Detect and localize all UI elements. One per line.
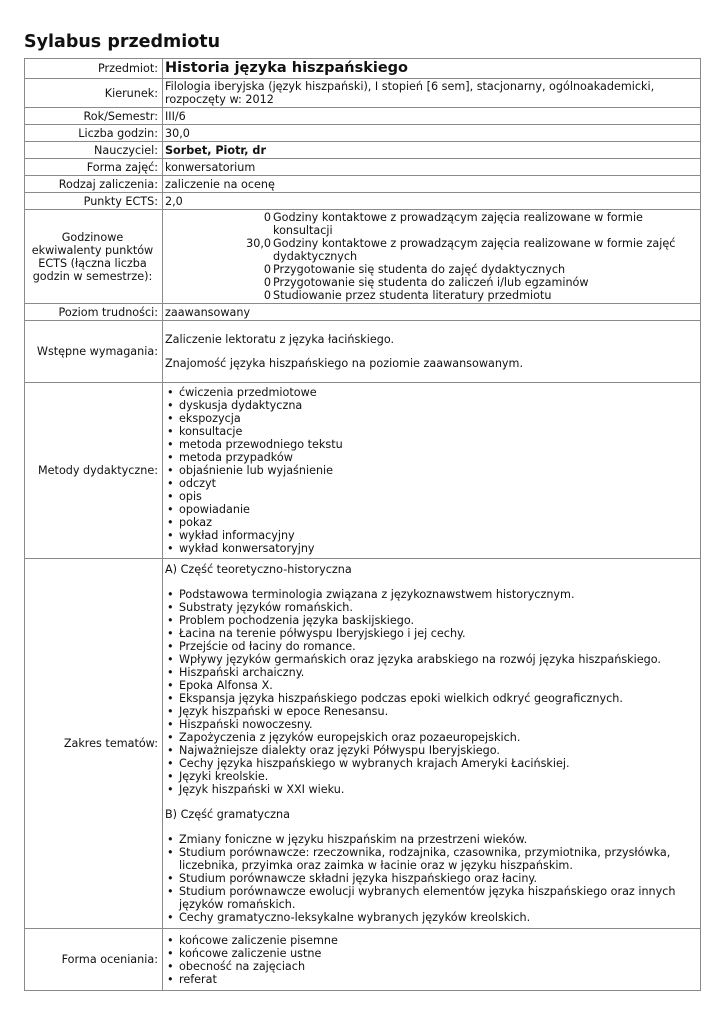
label-metody: Metody dydaktyczne:: [25, 383, 163, 559]
assessment-item: • referat: [165, 973, 698, 986]
value-ekwiwalent: [163, 210, 701, 304]
value-ocenianie: [163, 929, 701, 991]
row-poziom: [25, 304, 701, 321]
method-item: • opowiadanie: [165, 503, 698, 516]
topic-item: • Przejście od łaciny do romance.: [165, 640, 698, 653]
course-title: Historia języka hiszpańskiego: [163, 59, 701, 79]
label-nauczyciel: Nauczyciel:: [25, 142, 163, 159]
method-item: • wykład konwersatoryjny: [165, 542, 698, 555]
label-ects: Punkty ECTS:: [25, 193, 163, 210]
topic-item: • Zapożyczenia z języków europejskich oraz pozaeuropejskich.: [165, 731, 698, 744]
method-item: • konsultacje: [165, 425, 698, 438]
row-metody: [25, 383, 701, 559]
row-forma: [25, 159, 701, 176]
topic-item: • Język hiszpański w XXI wieku.: [165, 783, 698, 796]
value-nauczyciel: Sorbet, Piotr, dr: [163, 142, 701, 159]
page-title: Sylabus przedmiotu: [24, 32, 221, 52]
topic-item: • Studium porównawcze ewolucji wybranych elementów języka hiszpańskiego oraz innych języków romańskich.: [165, 885, 698, 911]
topic-item: • Ekspansja języka hiszpańskiego podczas epoki wielkich odkryć geograficznych.: [165, 692, 698, 705]
row-zakres: [25, 559, 701, 929]
ects-equivalent-row: [165, 211, 698, 237]
method-item: • wykład informacyjny: [165, 529, 698, 542]
value-kierunek: Filologia iberyjska (język hiszpański), I stopień [6 sem], stacjonarny, ogólnoakademicki, rozpoczęty w: 2012: [163, 79, 701, 108]
row-nauczyciel: [25, 142, 701, 159]
method-item: • metoda przypadków: [165, 451, 698, 464]
ects-description: Godziny kontaktowe z prowadzącym zajęcia realizowane w formie konsultacji: [273, 211, 643, 237]
label-rok: Rok/Semestr:: [25, 108, 163, 125]
topic-item: • Język hiszpański w epoce Renesansu.: [165, 705, 698, 718]
assessment-item: • obecność na zajęciach: [165, 960, 698, 973]
row-kierunek: [25, 79, 701, 108]
ects-description: Przygotowanie się studenta do zajęć dydaktycznych: [273, 263, 566, 276]
methods-list: [165, 386, 698, 555]
topic-item: • Hiszpański nowoczesny.: [165, 718, 698, 731]
ects-hours: 0: [263, 276, 271, 289]
assessment-item: • końcowe zaliczenie ustne: [165, 947, 698, 960]
method-item: • ekspozycja: [165, 412, 698, 425]
topic-item: • Epoka Alfonsa X.: [165, 679, 698, 692]
topics-part-a-list: [165, 588, 698, 796]
ects-hours: 0: [263, 263, 271, 276]
method-item: • pokaz: [165, 516, 698, 529]
row-rok: [25, 108, 701, 125]
requirement-2: Znajomość języka hiszpańskiego na poziomie zaawansowanym.: [165, 357, 524, 370]
requirement-1: Zaliczenie lektoratu z języka łacińskiego.: [165, 333, 395, 346]
part-b-title: B) Część gramatyczna: [165, 808, 290, 821]
part-a-title: A) Część teoretyczno-historyczna: [165, 563, 352, 576]
row-ocenianie: [25, 929, 701, 991]
topic-item: • Zmiany foniczne w języku hiszpańskim na przestrzeni wieków.: [165, 833, 698, 846]
method-item: • opis: [165, 490, 698, 503]
topic-item: • Problem pochodzenia języka baskijskiego.: [165, 614, 698, 627]
assessment-item: • końcowe zaliczenie pisemne: [165, 934, 698, 947]
topic-item: • Substraty języków romańskich.: [165, 601, 698, 614]
row-godziny: [25, 125, 701, 142]
ects-hours: 0: [263, 211, 271, 224]
topic-item: • Cechy języka hiszpańskiego w wybranych krajach Ameryki Łacińskiej.: [165, 757, 698, 770]
value-rok: III/6: [163, 108, 701, 125]
ects-hours: 30,0: [246, 237, 271, 250]
topic-item: • Łacina na terenie półwyspu Iberyjskiego i jej cechy.: [165, 627, 698, 640]
ects-description: Studiowanie przez studenta literatury przedmiotu: [273, 289, 552, 302]
ects-hours: 0: [263, 289, 271, 302]
label-kierunek: Kierunek:: [25, 79, 163, 108]
row-wymagania: [25, 321, 701, 383]
row-rodzaj: [25, 176, 701, 193]
ects-equivalent-row: [165, 276, 698, 289]
topics-part-b-list: [165, 833, 698, 924]
syllabus-table: [24, 58, 701, 991]
row-przedmiot: [25, 59, 701, 79]
topic-item: • Hiszpański archaiczny.: [165, 666, 698, 679]
label-poziom: Poziom trudności:: [25, 304, 163, 321]
row-ects: [25, 193, 701, 210]
topic-item: • Języki kreolskie.: [165, 770, 698, 783]
value-rodzaj: zaliczenie na ocenę: [163, 176, 701, 193]
topic-item: • Studium porównawcze składni języka hiszpańskiego oraz łaciny.: [165, 872, 698, 885]
label-zakres: Zakres tematów:: [25, 559, 163, 929]
method-item: • ćwiczenia przedmiotowe: [165, 386, 698, 399]
ects-equivalent-row: [165, 289, 698, 302]
assessment-list: [165, 934, 698, 986]
ects-description: Przygotowanie się studenta do zaliczeń i/lub egzaminów: [273, 276, 589, 289]
label-forma: Forma zajęć:: [25, 159, 163, 176]
topic-item: • Cechy gramatyczno-leksykalne wybranych języków kreolskich.: [165, 911, 698, 924]
value-poziom: zaawansowany: [163, 304, 701, 321]
label-wymagania: Wstępne wymagania:: [25, 321, 163, 383]
value-forma: konwersatorium: [163, 159, 701, 176]
topic-item: • Podstawowa terminologia związana z językoznawstwem historycznym.: [165, 588, 698, 601]
value-ects: 2,0: [163, 193, 701, 210]
value-godziny: 30,0: [163, 125, 701, 142]
label-przedmiot: Przedmiot:: [25, 59, 163, 79]
topic-item: • Najważniejsze dialekty oraz języki Półwyspu Iberyjskiego.: [165, 744, 698, 757]
label-ocenianie: Forma oceniania:: [25, 929, 163, 991]
ects-equivalent-row: [165, 263, 698, 276]
label-godziny: Liczba godzin:: [25, 125, 163, 142]
ects-description: Godziny kontaktowe z prowadzącym zajęcia realizowane w formie zajęć dydaktycznych: [273, 237, 676, 263]
ects-equivalent-row: [165, 237, 698, 263]
value-metody: [163, 383, 701, 559]
method-item: • objaśnienie lub wyjaśnienie: [165, 464, 698, 477]
method-item: • dyskusja dydaktyczna: [165, 399, 698, 412]
value-zakres: [163, 559, 701, 929]
ects-equivalents-list: [165, 211, 698, 302]
label-rodzaj: Rodzaj zaliczenia:: [25, 176, 163, 193]
row-ekwiwalent: [25, 210, 701, 304]
method-item: • odczyt: [165, 477, 698, 490]
value-wymagania: [163, 321, 701, 383]
topic-item: • Wpływy języków germańskich oraz języka arabskiego na rozwój języka hiszpańskiego.: [165, 653, 698, 666]
label-ekwiwalent: Godzinowe ekwiwalenty punktów ECTS (łączna liczba godzin w semestrze):: [25, 210, 163, 304]
method-item: • metoda przewodniego tekstu: [165, 438, 698, 451]
topic-item: • Studium porównawcze: rzeczownika, rodzajnika, czasownika, przymiotnika, przysłówka, liczebnika, przyimka oraz zaimka w łacinie oraz w języku hiszpańskim.: [165, 846, 698, 872]
